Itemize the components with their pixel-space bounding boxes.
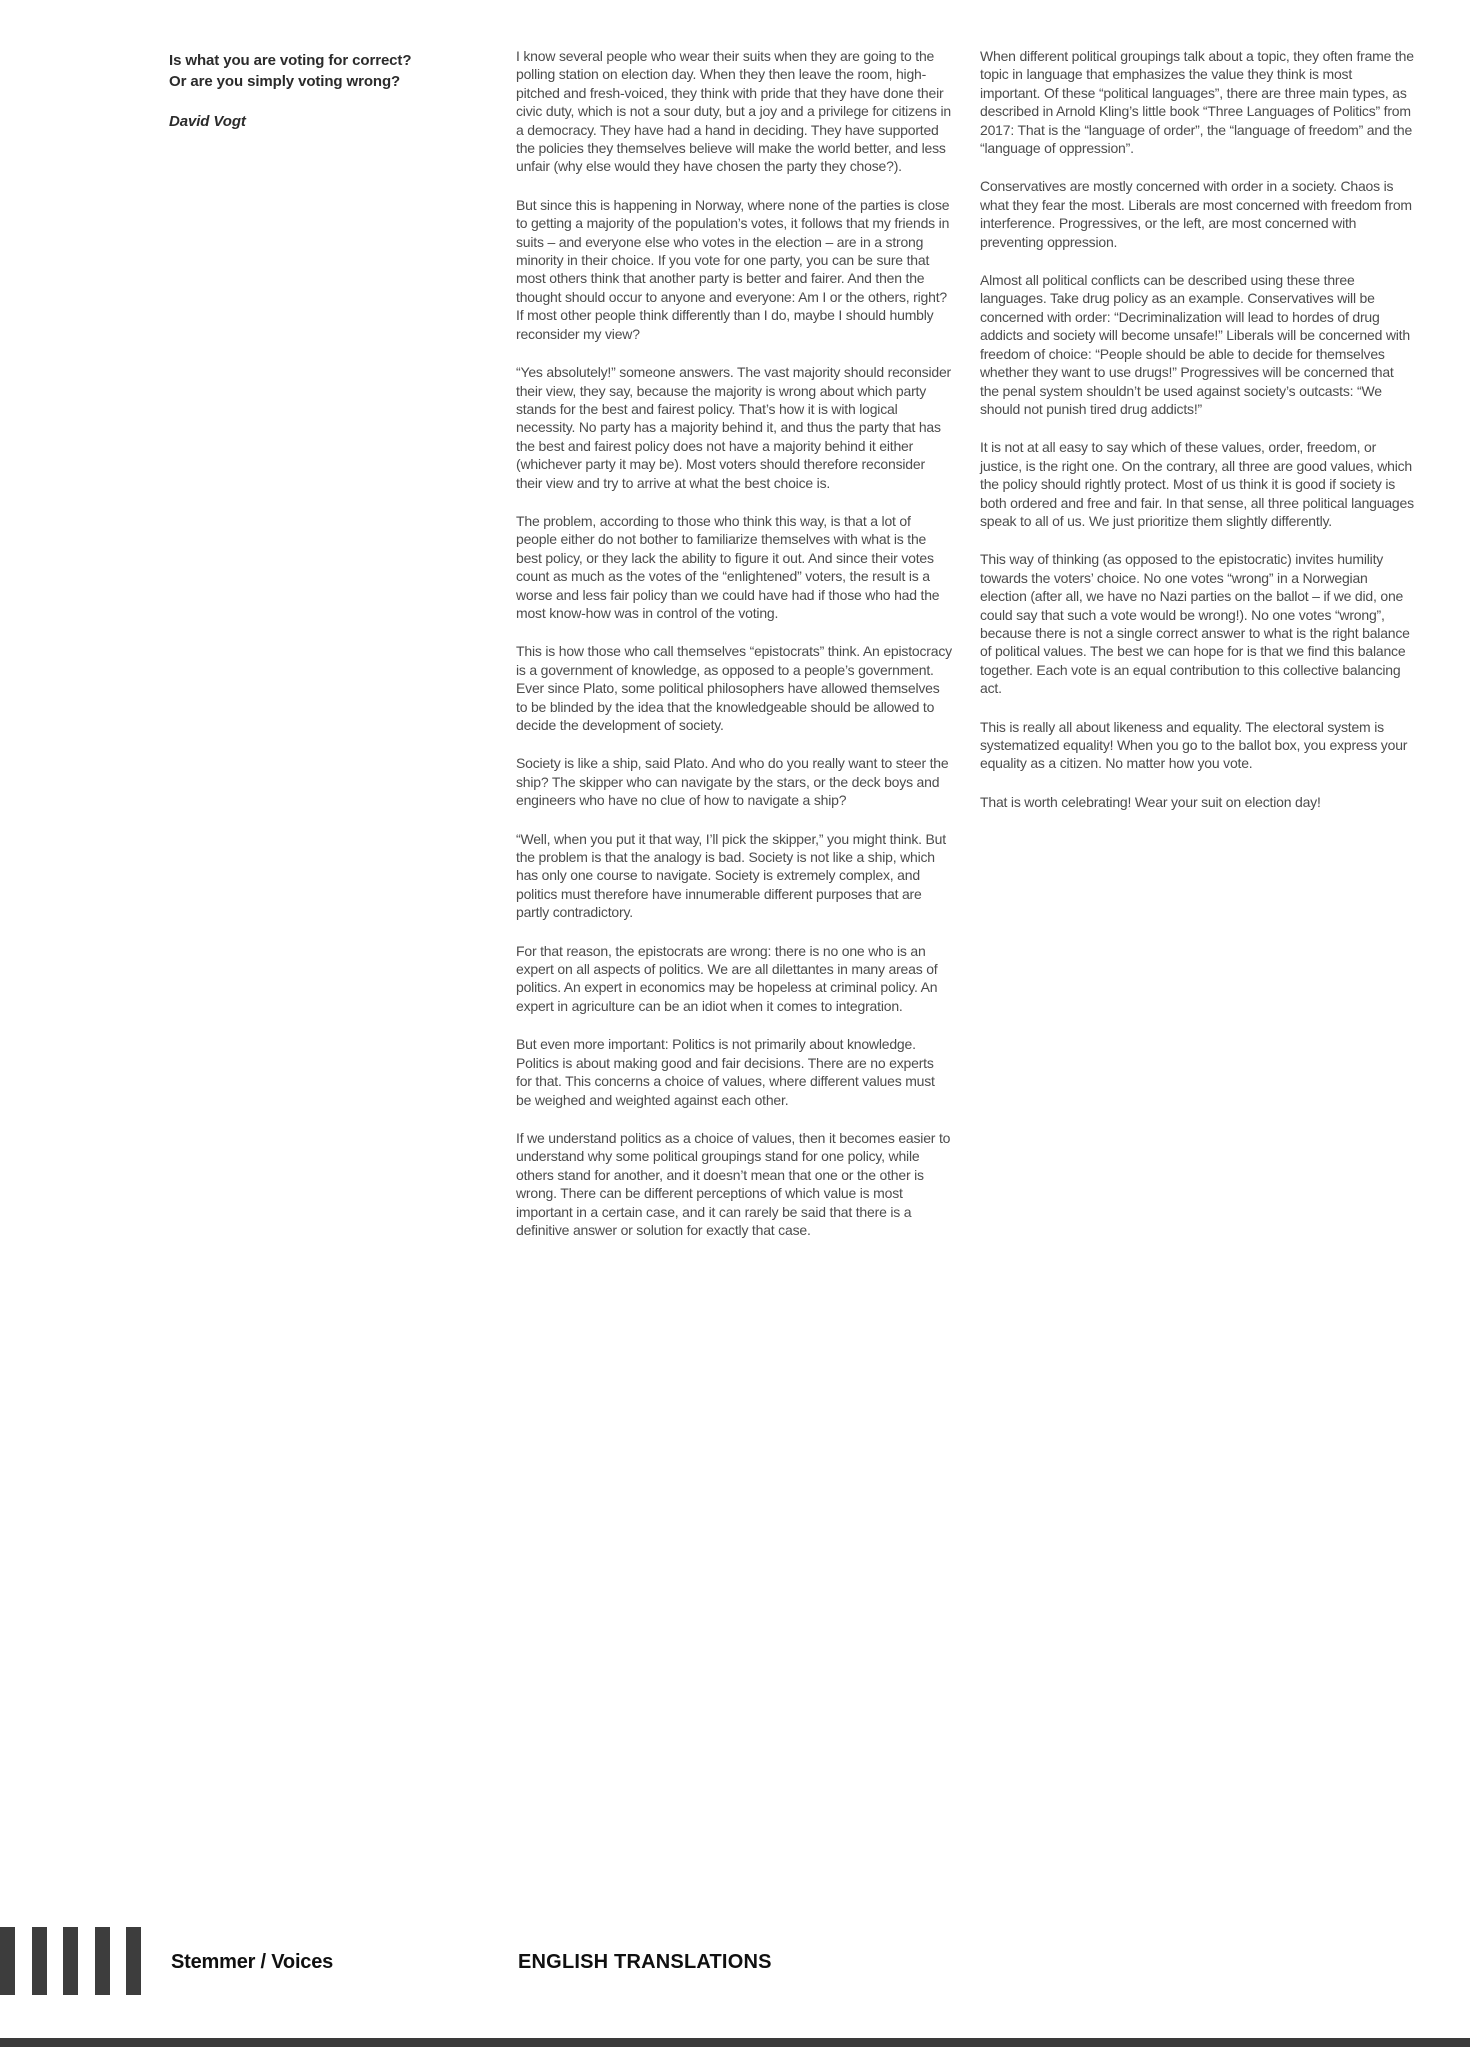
page-bottom-rule xyxy=(0,2038,1470,2047)
article-paragraph: If we understand politics as a choice of values, then it becomes easier to understand why some political groupings stand for one policy, while others stand for another, and it doesn’t mean that one or the other is wrong. There can be different perceptions of which value is most important in a certain case, and it can rarely be said that there is a definitive answer or solution for exactly that case. xyxy=(516,1129,951,1238)
article-paragraph: But even more important: Politics is not primarily about knowledge. Politics is about making good and fair decisions. There are no experts for that. This concerns a choice of values, where different values must be weighed and weighted against each other. xyxy=(516,1036,935,1108)
article-paragraph: “Well, when you put it that way, I’ll pick the skipper,” you might think. But the problem is that the analogy is bad. Society is not like a ship, which has only one course to navigate. Society is extremely complex, and politics must therefore have innumerable different purposes that are partly contradictory. xyxy=(516,830,946,921)
article-paragraph: This is really all about likeness and equality. The electoral system is systematized equality! When you go to the ballot box, you express your equality as a citizen. No matter how you vote. xyxy=(980,718,1408,772)
publication-title: Stemmer / Voices xyxy=(171,1951,334,1973)
stripes-logo xyxy=(0,1927,158,1995)
article-paragraph: That is worth celebrating! Wear your suit on election day! xyxy=(980,793,1321,810)
article-column-middle xyxy=(516,47,953,1259)
article-paragraph: When different political groupings talk about a topic, they often frame the topic in language that emphasizes the value they think is most important. Of these “political languages”, there are three main types, as described in Arnold Kling’s little book “Three Languages of Politics” from 2017: That is the “language of order”, the “language of freedom” and the “language of oppression”. xyxy=(980,48,1414,157)
article-title-line-2: Or are you simply voting wrong? xyxy=(169,73,401,90)
article-title-line-1: Is what you are voting for correct? xyxy=(169,52,412,69)
logo-bar xyxy=(126,1927,141,1995)
article-header xyxy=(169,50,479,132)
section-title: ENGLISH TRANSLATIONS xyxy=(518,1951,772,1973)
article-paragraph: It is not at all easy to say which of these values, order, freedom, or justice, is the right one. On the contrary, all three are good values, which the policy should rightly protect. Most of us think it is good if society is both ordered and free and fair. In that sense, all three political languages speak to all of us. We just prioritize them slightly differently. xyxy=(980,439,1414,529)
article-paragraph: Conservatives are mostly concerned with order in a society. Chaos is what they fear the most. Liberals are most concerned with freedom from interference. Progressives, or the left, are most concerned with preventing oppression. xyxy=(980,178,1412,250)
article-paragraph: “Yes absolutely!” someone answers. The vast majority should reconsider their view, they say, because the majority is wrong about which party stands for the best and fairest policy. That’s how it is with logical necessity. No party has a majority behind it, and thus the party that has the best and fairest policy does not have a majority behind it either (whichever party it may be). Most voters should therefore reconsider their view and try to arrive at what the best choice is. xyxy=(516,364,951,491)
logo-bar xyxy=(0,1927,15,1995)
logo-bar xyxy=(32,1927,47,1995)
article-paragraph: But since this is happening in Norway, where none of the parties is close to getting a majority of the population’s votes, it follows that my friends in suits – and everyone else who votes in the election – are in a strong minority in their choice. If you vote for one party, you can be sure that most others think that another party is better and fairer. And then the thought should occur to anyone and everyone: Am I or the others, right? If most other people think differently than I do, maybe I should humbly reconsider my view? xyxy=(516,196,950,342)
article-paragraph: I know several people who wear their suits when they are going to the polling station on election day. When they then leave the room, high-pitched and fresh-voiced, they think with pride that they have done their civic duty, which is not a sour duty, but a joy and a privilege for citizens in a democracy. They have had a hand in deciding. They have supported the policies they themselves believe will make the world better, and less unfair (why else would they have chosen the party they chose?). xyxy=(516,48,952,175)
article-paragraph: Society is like a ship, said Plato. And who do you really want to steer the ship? The skipper who can navigate by the stars, or the deck boys and engineers who have no clue of how to navigate a ship? xyxy=(516,755,949,809)
article-paragraph: For that reason, the epistocrats are wrong: there is no one who is an expert on all aspects of politics. We are all dilettantes in many areas of politics. An expert in economics may be hopeless at criminal policy. An expert in agriculture can be an idiot when it comes to integration. xyxy=(516,942,938,1014)
author-name: David Vogt xyxy=(169,113,246,130)
logo-bar xyxy=(63,1927,78,1995)
article-paragraph: The problem, according to those who think this way, is that a lot of people either do not bother to familiarize themselves with what is the best policy, or they lack the ability to figure it out. And since their votes count as much as the votes of the “enlightened” voters, the result is a worse and less fair policy than we could have had if those who had the most know-how was in control of the voting. xyxy=(516,512,940,621)
article-paragraph: This way of thinking (as opposed to the epistocratic) invites humility towards the voters’ choice. No one votes “wrong” in a Norwegian election (after all, we have no Nazi parties on the ballot – if we did, one could say that such a vote would be wrong!). No one votes “wrong”, because there is not a single correct answer to what is the right balance of political values. The best we can hope for is that we find this balance together. Each vote is an equal contribution to this collective balancing act. xyxy=(980,551,1410,697)
article-paragraph: Almost all political conflicts can be described using these three languages. Take drug policy as an example. Conservatives will be concerned with order: “Decriminalization will lead to hordes of drug addicts and society will become unsafe!” Liberals will be concerned with freedom of choice: “People should be able to decide for themselves whether they want to use drugs!” Progressives will be concerned that the penal system shouldn’t be used against society’s outcasts: “We should not punish tired drug addicts!” xyxy=(980,272,1410,417)
logo-bar xyxy=(95,1927,110,1995)
article-column-right xyxy=(980,47,1414,831)
article-paragraph: This is how those who call themselves “epistocrats” think. An epistocracy is a government of knowledge, as opposed to a people’s government. Ever since Plato, some political philosophers have allowed themselves to be blinded by the idea that the knowledgeable should be allowed to decide the development of society. xyxy=(516,643,952,733)
